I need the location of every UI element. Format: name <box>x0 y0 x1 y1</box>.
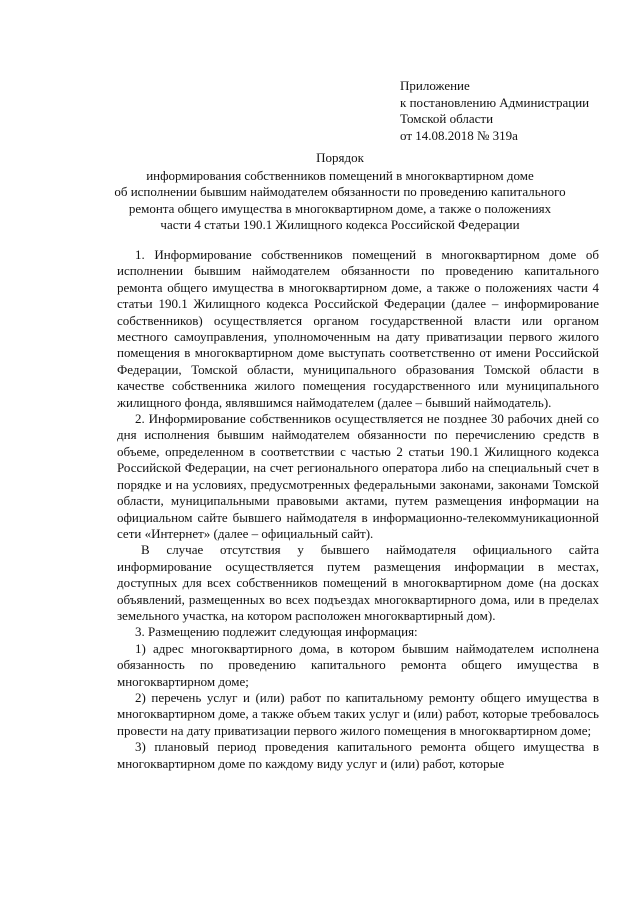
document-body <box>117 247 599 772</box>
title-heading: Порядок <box>316 150 364 165</box>
title-line-4: части 4 статьи 190.1 Жилищного кодекса Российской Федерации <box>160 217 520 232</box>
appendix-label: Приложение <box>400 78 470 93</box>
title-line-2: об исполнении бывшим наймодателем обязанности по проведению капитального <box>114 184 566 199</box>
appendix-date-number: от 14.08.2018 № 319а <box>400 127 518 143</box>
list-item-2: 2) перечень услуг и (или) работ по капитальному ремонту общего имущества в многоквартирном доме, а также объем таких услуг и (или) работ, которые требовалось провести на дату приватизации первого жилого помещения в многоквартирном доме; <box>117 689 599 738</box>
list-item-3: 3) плановый период проведения капитального ремонта общего имущества в многоквартирном доме по каждому виду услуг и (или) работ, которые <box>117 739 599 771</box>
paragraph-1: 1. Информирование собственников помещений в многоквартирном доме об исполнении бывшим наймодателем обязанности по проведению капитального ремонта общего имущества в многоквартирном доме, а также о положениях части 4 статьи 190.1 Жилищного кодекса Российской Федерации (далее – информирование собственников) осуществляется органом государственной власти или органом местного самоуправления, уполномоченным на дату приватизации первого жилого помещения в многоквартирном доме выступать соответственно от имени Российской Федерации, Томской области, муниципального образования Томской области в качестве собственника жилого помещения государственного или муниципального жилищного фонда, являвшимся наймодателем (далее – бывший наймодатель). <box>117 247 599 410</box>
paragraph-2: 2. Информирование собственников осуществляется не позднее 30 рабочих дней со дня исполнения бывшим наймодателем обязанности по перечислению средств в объеме, определенном в соответствии с частью 2 статьи 190.1 Жилищного кодекса Российской Федерации, на счет регионального оператора либо на специальный счет в порядке и на условиях, предусмотренных федеральными законами, законами Томской области, муниципальными правовыми актами, путем размещения информации на официальном сайте бывшего наймодателя в информационно-телекоммуникационной сети «Интернет» (далее – официальный сайт). <box>117 411 599 541</box>
appendix-resolution: к постановлению Администрации <box>400 94 590 110</box>
paragraph-4: 3. Размещению подлежит следующая информация: <box>135 624 418 640</box>
appendix-region: Томской области <box>400 111 494 126</box>
title-line-3: ремонта общего имущества в многоквартирном доме, а также о положениях <box>128 200 552 216</box>
title-line-1: информирования собственников помещений в многоквартирном доме <box>146 167 534 183</box>
paragraph-3: В случае отсутствия у бывшего наймодателя официального сайта информирование осуществляется путем размещения информации в местах, доступных для всех собственников помещений в многоквартирном доме (на досках объявлений, размещенных во всех подъездах многоквартирного дома, или в пределах земельного участка, на котором расположен многоквартирный дом). <box>117 542 599 623</box>
list-item-1: 1) адрес многоквартирного дома, в котором бывшим наймодателем исполнена обязанность по проведению капитального ремонта общего имущества в многоквартирном доме; <box>117 640 599 689</box>
appendix-block <box>400 78 610 144</box>
document-title <box>60 150 620 234</box>
